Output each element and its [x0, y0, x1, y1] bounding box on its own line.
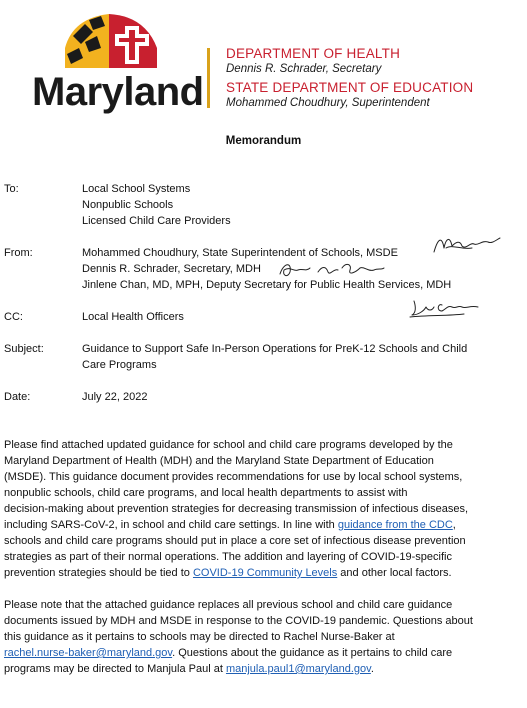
body-line: nonpublic schools, child care programs, and local health departments to assist with	[4, 487, 408, 499]
letterhead-divider	[207, 48, 210, 108]
letterhead	[0, 0, 527, 120]
memo-title: Memorandum	[225, 135, 302, 147]
body-text: . Questions about the guidance as it pertains to child care	[172, 647, 453, 659]
body-text: programs may be directed to Manjula Paul at	[4, 663, 226, 675]
date-label: Date:	[4, 391, 31, 403]
to-label: To:	[4, 183, 19, 195]
dept-health-name: DEPARTMENT OF HEALTH	[226, 46, 401, 61]
subject-line: Care Programs	[82, 359, 157, 371]
signature-schrader	[276, 258, 386, 280]
from-line: Jinlene Chan, MD, MPH, Deputy Secretary for Public Health Services, MDH	[82, 279, 452, 291]
body-line: Please note that the attached guidance replaces all previous school and child care guidance	[4, 599, 453, 611]
body-text: prevention strategies should be tied to	[4, 567, 193, 579]
subject-value	[82, 341, 502, 373]
body-line: Please find attached updated guidance for school and child care programs developed by the	[4, 439, 453, 451]
to-line: Local School Systems	[82, 183, 191, 195]
body-line: (MSDE). This guidance document provides recommendations for use by local school systems,	[4, 471, 463, 483]
maryland-wordmark: Maryland	[32, 70, 204, 114]
to-line: Nonpublic Schools	[82, 199, 174, 211]
dept-health-head: Dennis R. Schrader, Secretary	[226, 63, 382, 75]
body-line: this guidance as it pertains to schools may be directed to Rachel Nurse-Baker at	[4, 631, 395, 643]
body-line	[4, 517, 504, 533]
body-line: schools and child care programs should put in place a core set of infectious disease prevention	[4, 535, 466, 547]
cdc-guidance-link[interactable]: guidance from the CDC	[337, 519, 453, 531]
rachel-email-link[interactable]: rachel.nurse-baker@maryland.gov	[4, 647, 173, 659]
body-paragraph-1	[4, 437, 504, 581]
to-line: Licensed Child Care Providers	[82, 215, 231, 227]
subject-line: Guidance to Support Safe In-Person Operations for PreK-12 Schools and Child	[82, 343, 468, 355]
subject-label: Subject:	[4, 343, 44, 355]
signature-choudhury	[432, 232, 502, 256]
body-line: documents issued by MDH and MSDE in response to the COVID-19 pandemic. Questions about	[4, 615, 473, 627]
body-text: ,	[452, 519, 456, 531]
from-line: Mohammed Choudhury, State Superintendent of Schools, MSDE	[82, 247, 398, 259]
body-line: strategies as part of their normal operations. The addition and layering of COVID-19-specific	[4, 551, 452, 563]
body-text: .	[370, 663, 374, 675]
community-levels-link[interactable]: COVID-19 Community Levels	[192, 567, 338, 579]
body-text: and other local factors.	[337, 567, 452, 579]
body-line	[4, 565, 504, 581]
dept-education-name: STATE DEPARTMENT OF EDUCATION	[226, 80, 474, 95]
body-text: including SARS-CoV-2, in school and child care settings. In line with	[4, 519, 338, 531]
dept-education-head: Mohammed Choudhury, Superintendent	[226, 97, 430, 109]
manjula-email-link[interactable]: manjula.paul1@maryland.gov	[225, 663, 371, 675]
body-paragraph-2	[4, 597, 504, 677]
department-block	[226, 46, 473, 110]
from-line: Dennis R. Schrader, Secretary, MDH	[82, 263, 261, 275]
body-line: Maryland Department of Health (MDH) and the Maryland State Department of Education	[4, 455, 434, 467]
to-recipients	[82, 181, 502, 229]
body-line	[4, 661, 504, 677]
from-label: From:	[4, 247, 33, 259]
body-line	[4, 645, 504, 661]
body-line: decision-making about prevention strategies for decreasing transmission of infectious diseases,	[4, 503, 469, 515]
cc-label: CC:	[4, 311, 23, 323]
cc-value: Local Health Officers	[82, 311, 184, 323]
date-value: July 22, 2022	[82, 391, 148, 403]
